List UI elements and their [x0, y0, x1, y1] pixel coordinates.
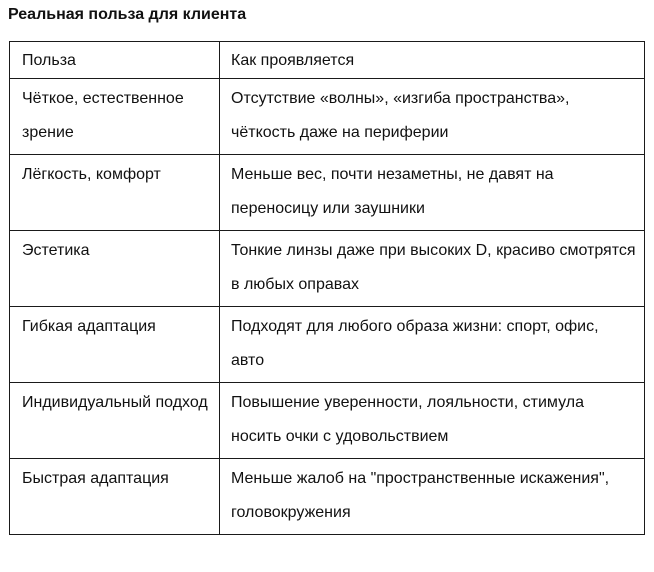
benefits-table — [9, 41, 645, 535]
table-row — [10, 383, 645, 459]
header-manifestation: Как проявляется — [220, 42, 645, 79]
table-row — [10, 79, 645, 155]
benefit-cell: Гибкая адаптация — [10, 307, 220, 383]
header-benefit: Польза — [10, 42, 220, 79]
benefit-cell: Лёгкость, комфорт — [10, 155, 220, 231]
table-row — [10, 231, 645, 307]
table-row — [10, 155, 645, 231]
manifestation-cell: Повышение уверенности, лояльности, стимула носить очки с удовольствием — [220, 383, 645, 459]
table-header-row — [10, 42, 645, 79]
manifestation-cell: Меньше жалоб на "пространственные искажения", головокружения — [220, 459, 645, 535]
manifestation-cell: Подходят для любого образа жизни: спорт, офис, авто — [220, 307, 645, 383]
benefit-cell: Быстрая адаптация — [10, 459, 220, 535]
manifestation-cell: Отсутствие «волны», «изгиба пространства», чёткость даже на периферии — [220, 79, 645, 155]
benefit-cell: Эстетика — [10, 231, 220, 307]
benefit-cell: Чёткое, естественное зрение — [10, 79, 220, 155]
page-title: Реальная польза для клиента — [8, 6, 247, 23]
table-row — [10, 459, 645, 535]
manifestation-cell: Тонкие линзы даже при высоких D, красиво смотрятся в любых оправах — [220, 231, 645, 307]
manifestation-cell: Меньше вес, почти незаметны, не давят на переносицу или заушники — [220, 155, 645, 231]
table-row — [10, 307, 645, 383]
benefit-cell: Индивидуальный подход — [10, 383, 220, 459]
